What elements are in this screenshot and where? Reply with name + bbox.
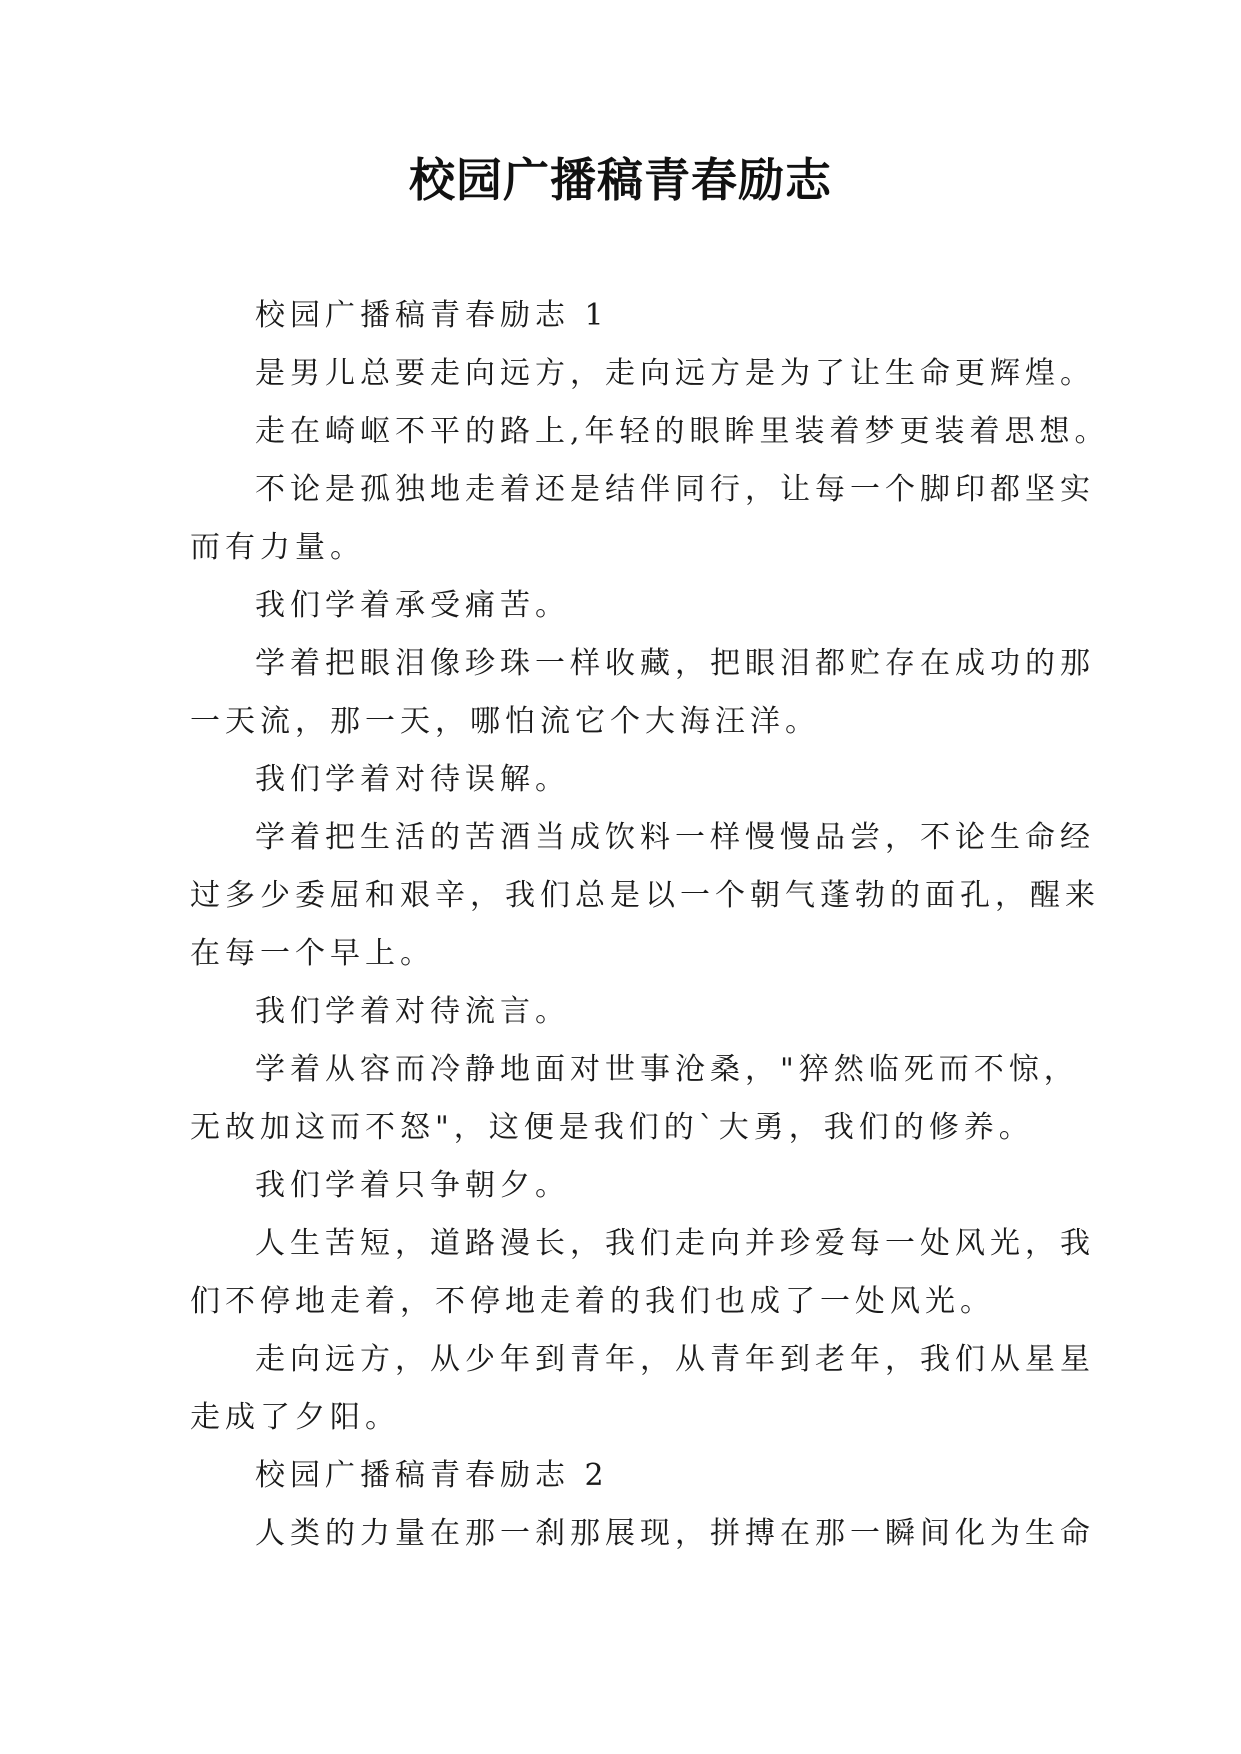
paragraph-line: 学着把生活的苦酒当成饮料一样慢慢品尝，不论生命经 [255,820,1095,855]
paragraph-line: 而有力量。 [190,530,365,565]
paragraph-line: 在每一个早上。 [190,936,435,971]
paragraph-line: 学着从容而冷静地面对世事沧桑，"猝然临死而不惊， [255,1052,1079,1087]
paragraph-line: 人类的力量在那一刹那展现，拼搏在那一瞬间化为生命 [255,1516,1095,1551]
paragraph-line: 走成了夕阳。 [190,1400,400,1435]
paragraph-line: 我们学着对待误解。 [255,762,570,797]
paragraph-line: 无故加这而不怒"，这便是我们的`大勇，我们的修养。 [190,1110,1034,1145]
document-title: 校园广播稿青春励志 [409,153,832,207]
paragraph-line: 一天流，那一天，哪怕流它个大海汪洋。 [190,704,820,739]
document-body [190,287,1110,1563]
paragraph-line: 不论是孤独地走着还是结伴同行，让每一个脚印都坚实 [255,472,1095,507]
paragraph-line: 是男儿总要走向远方，走向远方是为了让生命更辉煌。 [255,356,1095,391]
paragraph-line: 学着把眼泪像珍珠一样收藏，把眼泪都贮存在成功的那 [255,646,1095,681]
paragraph-line: 我们学着对待流言。 [255,994,570,1029]
section-heading-1: 校园广播稿青春励志 1 [255,298,609,333]
section-heading-2: 校园广播稿青春励志 2 [255,1458,609,1493]
paragraph-line: 我们学着承受痛苦。 [255,588,570,623]
paragraph-line: 过多少委屈和艰辛，我们总是以一个朝气蓬勃的面孔，醒来 [190,878,1100,913]
paragraph-line: 们不停地走着，不停地走着的我们也成了一处风光。 [190,1284,995,1319]
paragraph-line: 人生苦短，道路漫长，我们走向并珍爱每一处风光，我 [255,1226,1095,1261]
paragraph-line: 走在崎岖不平的路上,年轻的眼眸里装着梦更装着思想。 [255,414,1110,449]
paragraph-line: 走向远方，从少年到青年，从青年到老年，我们从星星 [255,1342,1095,1377]
paragraph-line: 我们学着只争朝夕。 [255,1168,570,1203]
